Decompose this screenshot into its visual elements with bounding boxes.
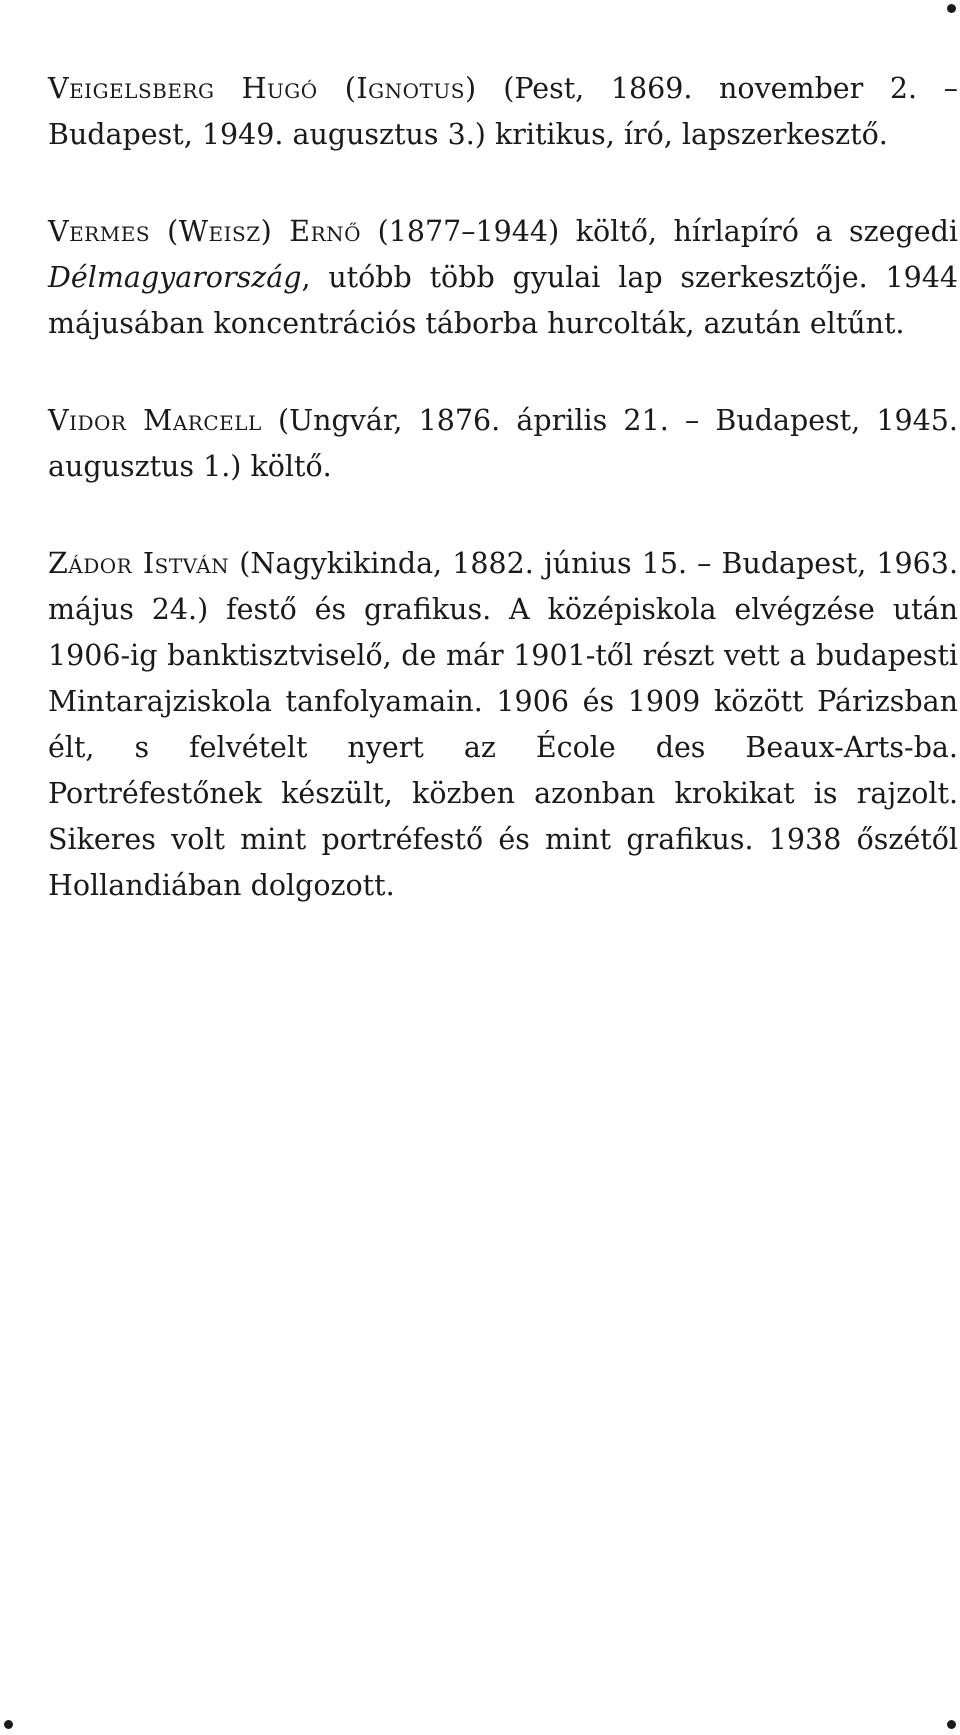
entry-body: (Pest, 1869. november 2. – Budapest, 1949. augusztus 3.) kritikus, író, lapszerkesztő. (48, 72, 958, 151)
newspaper-title: Délmagyarország (48, 261, 302, 294)
entry-body-continued: , utóbb több gyulai lap szerkesztője. 1944 májusában koncentrációs táborba hurcolták, azután eltűnt. (48, 261, 958, 340)
entry-body: (Ungvár, 1876. április 21. – Budapest, 1945. augusztus 1.) költő. (48, 404, 958, 483)
entry-name: Vermes (Weisz) Ernő (48, 215, 362, 248)
corner-dot-top-right (947, 4, 956, 13)
entry-vermes (48, 209, 958, 347)
entry-zador (48, 541, 958, 909)
entry-body: (1877–1944) költő, hírlapíró a szegedi (361, 215, 958, 248)
entry-name: Veigelsberg Hugó (Ignotus) (48, 72, 477, 105)
document-page (48, 66, 958, 960)
corner-dot-bottom-left (4, 1720, 13, 1729)
corner-dot-bottom-right (947, 1720, 956, 1729)
entry-veigelsberg (48, 66, 958, 158)
entry-name: Vidor Marcell (48, 404, 262, 437)
entry-body: (Nagykikinda, 1882. június 15. – Budapest, 1963. május 24.) festő és grafikus. A középiskola elvégzése után 1906-ig banktisztviselő, de már 1901-től részt vett a budapesti Mintarajziskola tanfolyamain. 1906 és 1909 között Párizsban élt, s felvételt nyert az École des Beaux-Arts-ba. Portréfestőnek készült, közben azonban krokikat is rajzolt. Sikeres volt mint portréfestő és mint grafikus. 1938 őszétől Hollandiában dolgozott. (48, 547, 959, 902)
entry-vidor (48, 398, 958, 490)
entry-name: Zádor István (48, 547, 230, 580)
